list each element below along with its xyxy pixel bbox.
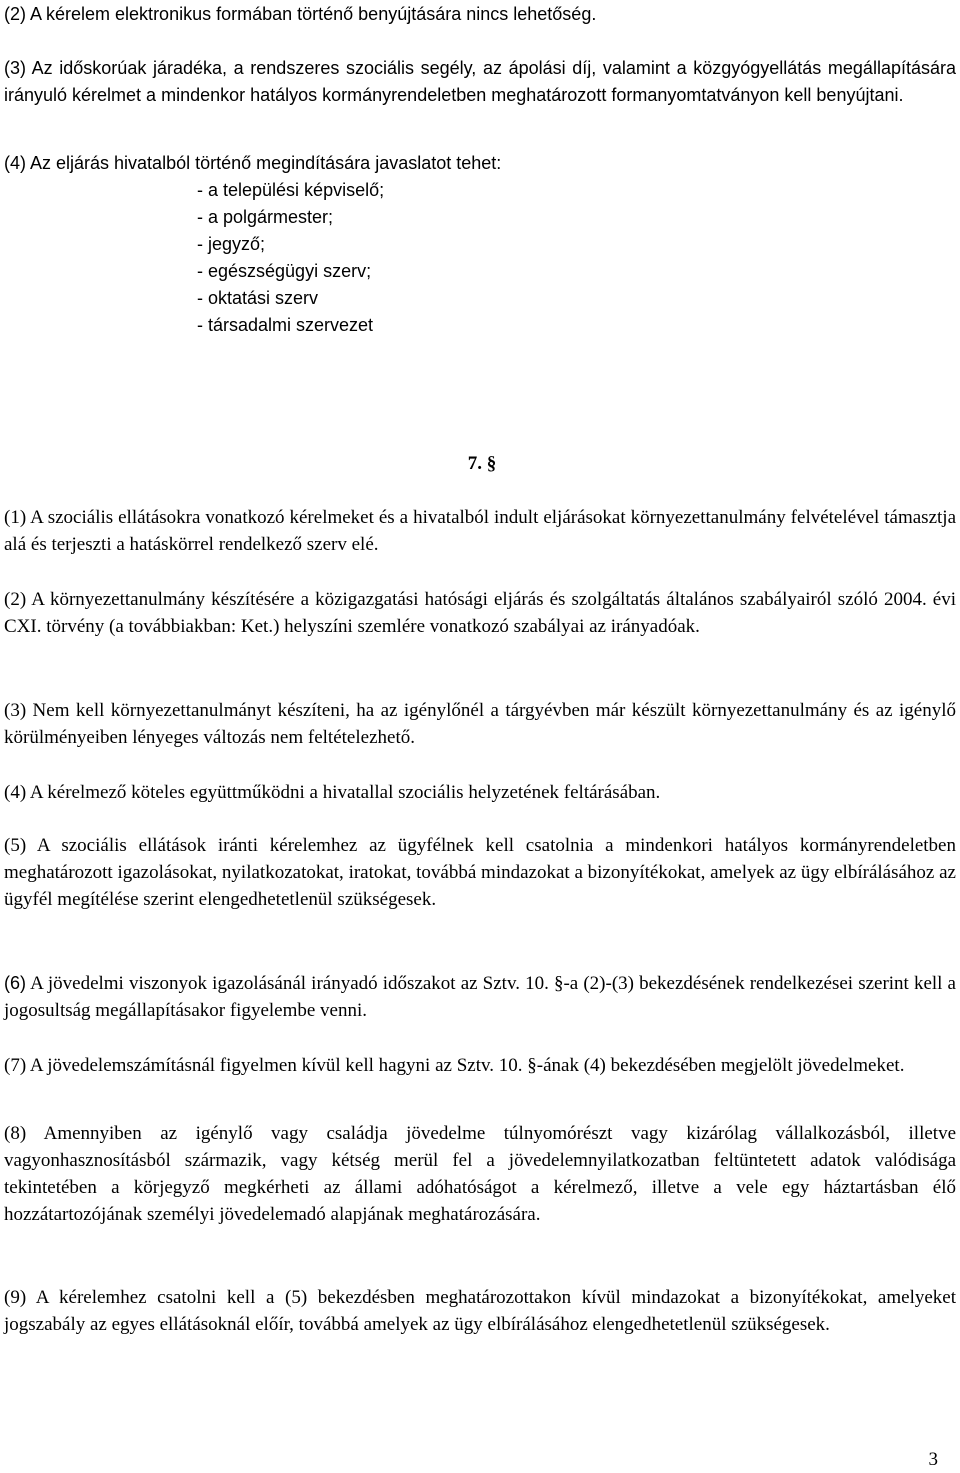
paragraph-6-number: (6) bbox=[4, 973, 26, 993]
paragraph-6-text: A jövedelmi viszonyok igazolásánál irányadó időszakot az Sztv. 10. §-a (2)-(3) bekezdésének rendelkezései szerint kell a jogosultság megállapításakor figyelembe venni. bbox=[4, 973, 956, 1021]
list-item: - a polgármester; bbox=[197, 207, 334, 227]
section-7-paragraph-5: (5) A szociális ellátások iránti kérelemhez az ügyfélnek kell csatolnia a mindenkori hatályos kormányrendeletben meghatározott igazolásokat, nyilatkozatokat, iratokat, továbbá mindazokat a bizonyítékokat, amelyek az ügy elbírálásához az ügyfél megítélése szerint elengedhetetlenül szükségesek. bbox=[4, 835, 956, 910]
paragraph-3-form-requirement: (3) Az időskorúak járadéka, a rendszeres szociális segély, az ápolási díj, valamint a közgyógyellátás megállapítására irányuló kérelmet a mindenkor hatályos kormányrendeletben meghatározott formanyomtatványon kell benyújtani. bbox=[4, 58, 956, 105]
section-7-paragraph-9: (9) A kérelemhez csatolni kell a (5) bekezdésben meghatározottakon kívül mindazokat a bizonyítékokat, amelyeket jogszabály az egyes ellátásoknál előír, továbbá amelyek az ügy elbírálásához elengedhetetlenül szükségesek. bbox=[4, 1287, 956, 1335]
section-7-paragraph-6 bbox=[4, 970, 956, 1024]
section-7-paragraph-8: (8) Amennyiben az igénylő vagy családja jövedelme túlnyomórészt vagy kizárólag vállalkozásból, illetve vagyonhasznosításból származik, vagy kétség merül fel a jövedelemnyilatkozatban feltüntetett adatok valódisága tekintetében a körjegyző megkérheti az állami adóhatóságot a kérelmező, illetve a vele egy háztartásban élő hozzátartozójának személyi jövedelemadó alapjának meghatározására. bbox=[4, 1123, 956, 1225]
section-7-paragraph-3: (3) Nem kell környezettanulmányt készíteni, ha az igénylőnél a tárgyévben már készült környezettanulmány és az igénylő körülményeiben lényeges változás nem feltételezhető. bbox=[4, 700, 956, 748]
list-item: - egészségügyi szerv; bbox=[197, 261, 372, 281]
list-item: - jegyző; bbox=[197, 234, 266, 254]
paragraph-2-electronic-submission: (2) A kérelem elektronikus formában történő benyújtására nincs lehetőség. bbox=[4, 4, 597, 24]
section-7-paragraph-2: (2) A környezettanulmány készítésére a közigazgatási hatósági eljárás és szolgáltatás általános szabályairól szóló 2004. évi CXI. törvény (a továbbiakban: Ket.) helyszíni szemlére vonatkozó szabályai az irányadóak. bbox=[4, 589, 956, 637]
section-7-paragraph-4: (4) A kérelmező köteles együttműködni a hivatallal szociális helyzetének feltárásában. bbox=[4, 782, 661, 803]
section-heading bbox=[0, 450, 960, 477]
page-number: 3 bbox=[928, 1449, 938, 1470]
section-7-paragraph-1: (1) A szociális ellátásokra vonatkozó kérelmeket és a hivatalból indult eljárásokat környezettanulmány felvételével támasztja alá és terjeszti a hatáskörrel rendelkező szerv elé. bbox=[4, 507, 956, 555]
list-item: - társadalmi szervezet bbox=[197, 315, 374, 335]
list-item: - oktatási szerv bbox=[197, 288, 319, 308]
section-7-paragraph-7: (7) A jövedelemszámításnál figyelmen kívül kell hagyni az Sztv. 10. §-ának (4) bekezdésében megjelölt jövedelmeket. bbox=[4, 1055, 905, 1076]
section-heading-text: 7. § bbox=[467, 453, 497, 474]
list-item: - a települési képviselő; bbox=[197, 180, 385, 200]
paragraph-4-proposal-intro: (4) Az eljárás hivatalból történő megindítására javaslatot tehet: bbox=[4, 153, 502, 173]
